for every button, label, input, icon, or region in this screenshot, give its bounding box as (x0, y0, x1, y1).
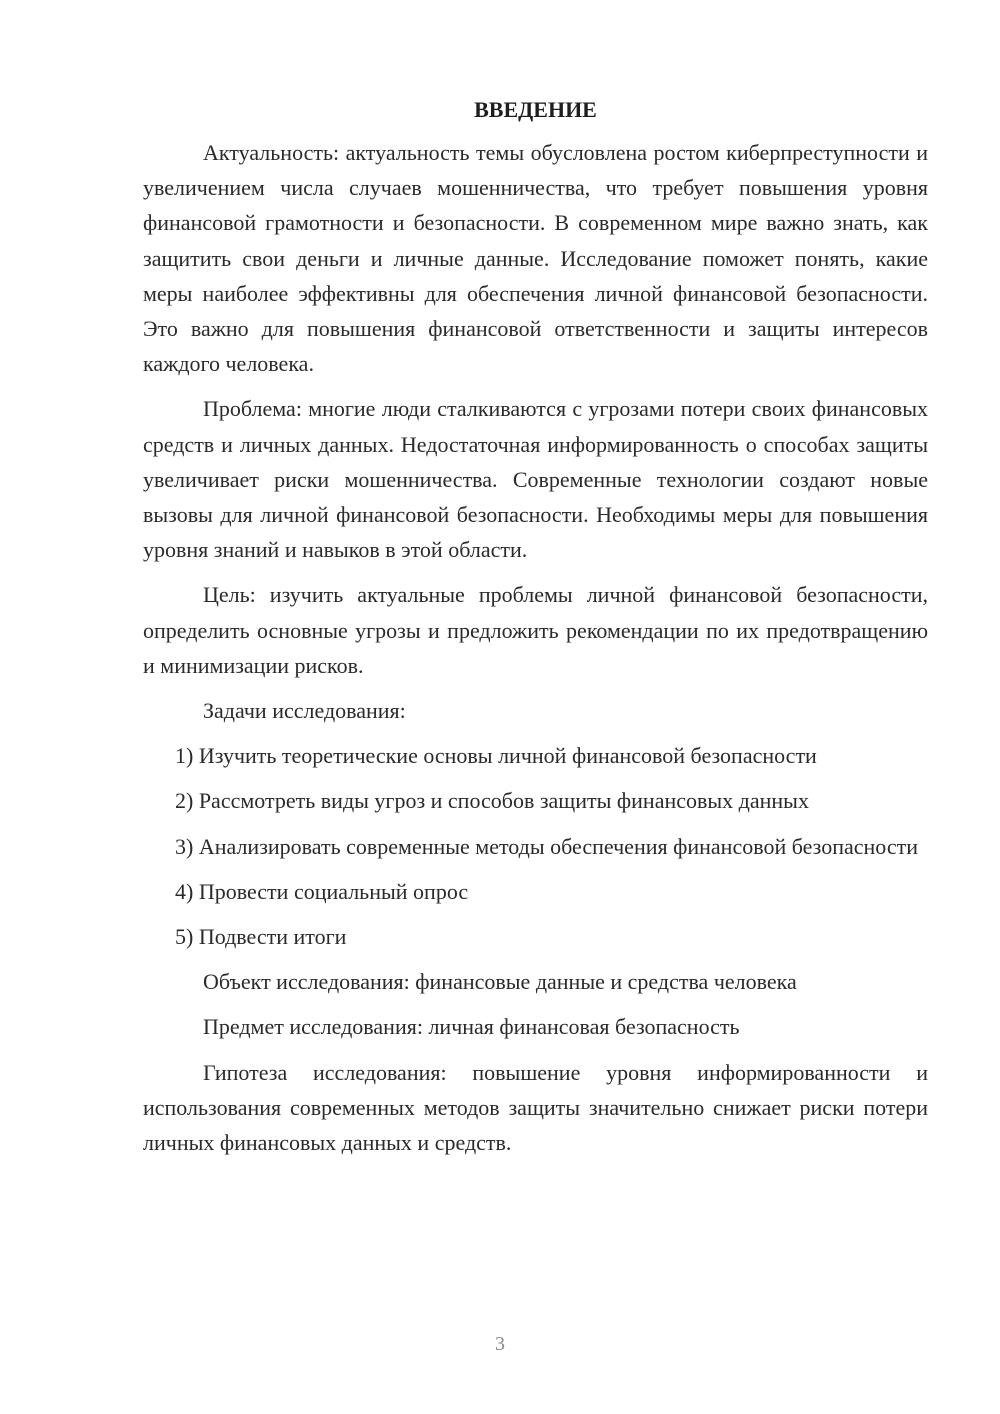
hypothesis-paragraph: Гипотеза исследования: повышение уровня информированности и использования современных методов защиты значительно снижает риски потери личных финансовых данных и средств. (143, 1059, 928, 1156)
goal-paragraph: Цель: изучить актуальные проблемы личной финансовой безопасности, определить основные угрозы и предложить рекомендации по их предотвращению и минимизации рисков. (143, 582, 928, 678)
task-item: 4) Провести социальный опрос (175, 878, 469, 904)
task-item: 1) Изучить теоретические основы личной финансовой безопасности (175, 743, 817, 769)
task-item: 5) Подвести итоги (175, 924, 347, 950)
subject-paragraph: Предмет исследования: личная финансовая безопасность (203, 1014, 740, 1040)
object-paragraph: Объект исследования: финансовые данные и средства человека (203, 969, 797, 995)
page-title: ВВЕДЕНИЕ (474, 97, 597, 122)
task-item: 3) Анализировать современные методы обеспечения финансовой безопасности (175, 833, 919, 859)
relevance-paragraph: Актуальность: актуальность темы обусловлена ростом киберпреступности и увеличением числа случаев мошенничества, что требует повышения уровня финансовой грамотности и безопасности. В современном мире важно знать, как защитить свои деньги и личные данные. Исследование поможет понять, какие меры наиболее эффективны для обеспечения личной финансовой безопасности. Это важно для повышения финансовой ответственности и защиты интересов каждого человека. (143, 140, 928, 377)
problem-paragraph: Проблема: многие люди сталкиваются с угрозами потери своих финансовых средств и личных данных. Недостаточная информированность о способах защиты увеличивает риски мошенничества. Современные технологии создают новые вызовы для личной финансовой безопасности. Необходимы меры для повышения уровня знаний и навыков в этой области. (143, 396, 928, 563)
page-number: 3 (495, 1333, 505, 1355)
tasks-heading: Задачи исследования: (203, 698, 406, 724)
document-page (143, 95, 928, 1170)
task-item: 2) Рассмотреть виды угроз и способов защиты финансовых данных (175, 788, 809, 814)
